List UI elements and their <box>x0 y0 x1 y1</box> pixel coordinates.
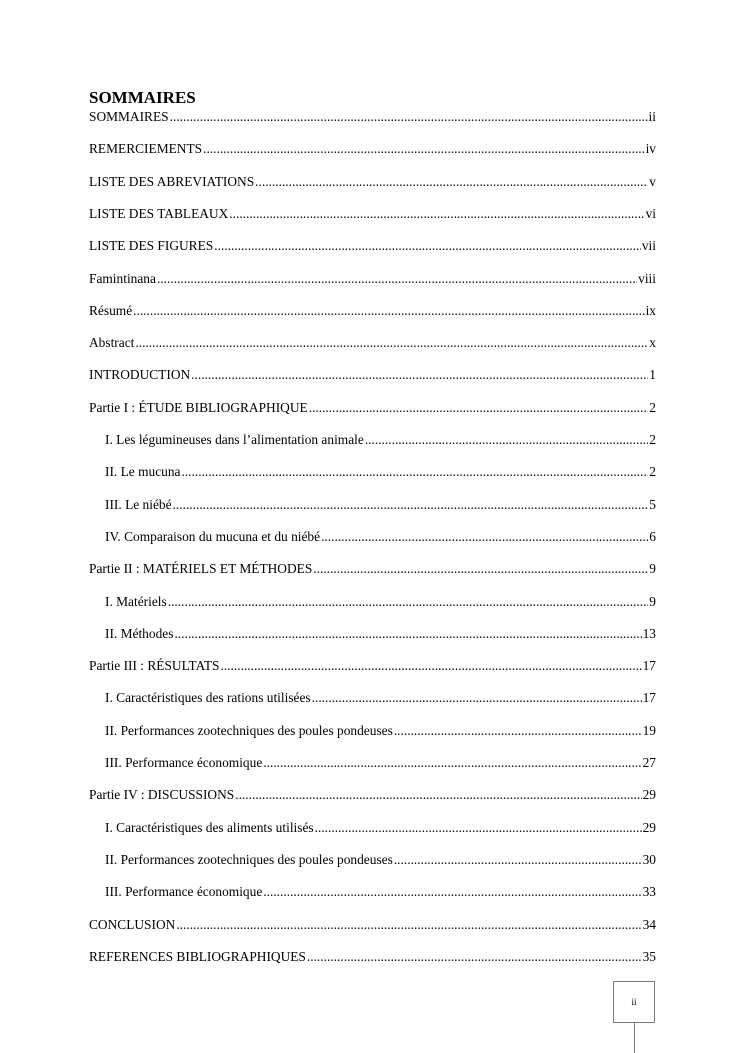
toc-entry-page: 19 <box>642 722 656 738</box>
toc-dot-leader <box>313 560 648 578</box>
toc-entry-title: I. Matériels <box>105 593 167 609</box>
toc-entry[interactable] <box>105 593 656 611</box>
toc-entry-page: iv <box>645 141 656 157</box>
toc-entry[interactable] <box>89 237 656 255</box>
toc-dot-leader <box>157 270 637 288</box>
toc-entry[interactable] <box>89 657 656 675</box>
toc-dot-leader <box>220 657 641 675</box>
toc-entry-title: INTRODUCTION <box>89 367 191 383</box>
toc-dot-leader <box>176 916 641 934</box>
toc-entry-page: 2 <box>649 399 656 415</box>
page-number: ii <box>631 997 637 1007</box>
toc-dot-leader <box>181 463 648 481</box>
toc-dot-leader <box>309 399 649 417</box>
toc-dot-leader <box>168 593 649 611</box>
toc-entry-page: vi <box>645 205 656 221</box>
toc-entry-page: 13 <box>642 625 656 641</box>
toc-entry[interactable] <box>89 399 656 417</box>
toc-entry-title: III. Performance économique <box>105 755 263 770</box>
toc-dot-leader <box>214 237 641 255</box>
toc-entry[interactable] <box>105 851 656 869</box>
toc-entry-page: 35 <box>642 948 656 964</box>
toc-entry[interactable] <box>105 689 656 707</box>
toc-entry-title: Résumé <box>89 302 133 318</box>
toc-dot-leader <box>394 851 642 869</box>
footer-rule <box>634 1023 635 1053</box>
toc-entry-page: 9 <box>649 561 656 577</box>
toc-dot-leader <box>235 786 641 804</box>
toc-dot-leader <box>173 496 649 514</box>
toc-entry-title: II. Le mucuna <box>105 464 181 480</box>
toc-dot-leader <box>229 205 644 223</box>
toc-entry-page: 17 <box>642 658 656 674</box>
toc-entry-page: 2 <box>649 464 656 480</box>
toc-entry[interactable] <box>105 528 656 546</box>
toc-entry[interactable] <box>105 754 656 772</box>
toc-entry-title: II. Performances zootechniques des poules pondeuses <box>105 851 393 867</box>
toc-entry-page: 30 <box>642 851 656 867</box>
toc-entry-title: II. Performances zootechniques des poules pondeuses <box>105 722 393 738</box>
toc-entry[interactable] <box>89 302 656 320</box>
toc-entry-page: 29 <box>642 819 656 835</box>
toc-dot-leader <box>263 754 641 772</box>
toc-dot-leader <box>312 689 642 707</box>
toc-entry-title: SOMMAIRES <box>89 109 169 124</box>
toc-entry[interactable] <box>89 948 656 966</box>
toc-entry-page: ii <box>648 109 656 124</box>
toc-entry-page: 27 <box>642 755 656 770</box>
toc-entry[interactable] <box>105 431 656 449</box>
toc-entry-page: x <box>649 335 656 351</box>
toc-dot-leader <box>135 334 648 352</box>
toc-dot-leader <box>263 883 641 901</box>
toc-entry-title: Partie II : MATÉRIELS ET MÉTHODES <box>89 561 313 577</box>
toc-dot-leader <box>170 108 648 126</box>
toc-dot-leader <box>203 140 644 158</box>
toc-entry-title: Partie IV : DISCUSSIONS <box>89 787 235 803</box>
toc-entry[interactable] <box>89 108 656 126</box>
toc-entry-title: CONCLUSION <box>89 916 176 932</box>
toc-entry-title: I. Caractéristiques des aliments utilisés <box>105 819 314 835</box>
toc-dot-leader <box>255 173 648 191</box>
toc-entry[interactable] <box>89 270 656 288</box>
toc-entry-page: 1 <box>649 367 656 383</box>
toc-entry-page: 17 <box>642 690 656 706</box>
toc-entry[interactable] <box>105 819 656 837</box>
toc-entry-title: II. Méthodes <box>105 625 174 641</box>
toc-entry-title: REMERCIEMENTS <box>89 141 203 157</box>
toc-entry[interactable] <box>105 496 656 514</box>
toc-entry-title: LISTE DES FIGURES <box>89 238 214 254</box>
toc-entry-page: ix <box>645 302 656 318</box>
toc-entry[interactable] <box>89 173 656 191</box>
toc-entry-page: vii <box>641 238 656 254</box>
toc-dot-leader <box>174 625 641 643</box>
toc-entry-page: 2 <box>649 432 656 447</box>
toc-entry-title: LISTE DES ABREVIATIONS <box>89 173 255 189</box>
toc-entry[interactable] <box>89 334 656 352</box>
toc-entry-title: LISTE DES TABLEAUX <box>89 205 229 221</box>
toc-entry-title: Famintinana <box>89 270 156 286</box>
toc-dot-leader <box>321 528 648 546</box>
toc-entry-title: I. Caractéristiques des rations utilisées <box>105 690 311 706</box>
toc-entry-title: Partie I : ÉTUDE BIBLIOGRAPHIQUE <box>89 399 308 415</box>
toc-entry-page: v <box>649 173 656 189</box>
toc-entry-page: viii <box>638 270 656 286</box>
toc-entry-title: REFERENCES BIBLIOGRAPHIQUES <box>89 948 306 964</box>
toc-entry[interactable] <box>105 625 656 643</box>
toc-entry-page: 29 <box>642 787 656 803</box>
toc-entry-page: 6 <box>649 528 656 544</box>
toc-entry[interactable] <box>89 366 656 384</box>
toc-entry-title: I. Les légumineuses dans l’alimentation animale <box>105 432 364 447</box>
toc-entry-title: III. Le niébé <box>105 496 172 512</box>
toc-dot-leader <box>133 302 644 320</box>
toc-dot-leader <box>307 948 642 966</box>
toc-entry[interactable] <box>105 463 656 481</box>
toc-entry[interactable] <box>89 560 656 578</box>
toc-entry-page: 9 <box>649 593 656 609</box>
toc-entry-title: III. Performance économique <box>105 884 263 900</box>
toc-entry-title: IV. Comparaison du mucuna et du niébé <box>105 528 321 544</box>
toc-entry[interactable] <box>89 916 656 934</box>
toc-entry[interactable] <box>89 140 656 158</box>
toc-entry-page: 5 <box>649 496 656 512</box>
toc-dot-leader <box>394 722 642 740</box>
toc-entry[interactable] <box>89 786 656 804</box>
toc-entry[interactable] <box>105 722 656 740</box>
toc-entry-title: Partie III : RÉSULTATS <box>89 658 220 674</box>
toc-entry-page: 33 <box>642 884 656 900</box>
page-title: SOMMAIRES <box>89 88 196 107</box>
toc-dot-leader <box>191 366 648 384</box>
toc-dot-leader <box>365 431 648 449</box>
toc-dot-leader <box>315 819 642 837</box>
toc-entry[interactable] <box>89 205 656 223</box>
toc-entry-title: Abstract <box>89 335 135 351</box>
toc-entry-page: 34 <box>642 916 656 932</box>
page-number-box <box>613 981 655 1023</box>
toc-entry[interactable] <box>105 883 656 901</box>
